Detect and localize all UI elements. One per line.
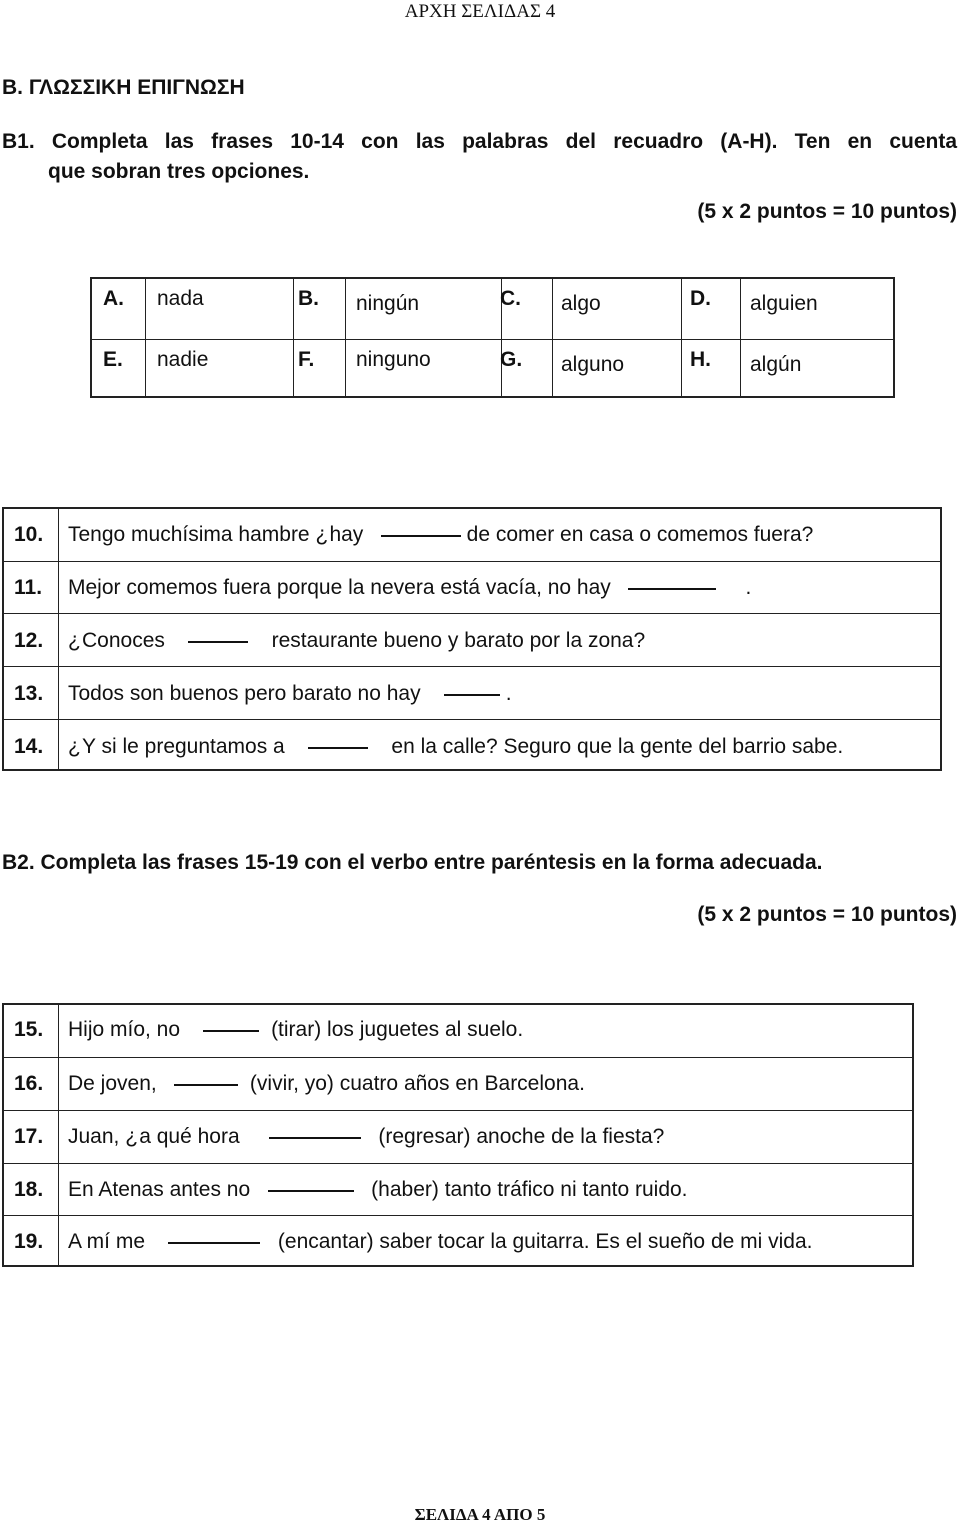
question-mark: ¿ (315, 523, 329, 546)
answer-blank[interactable] (203, 1029, 259, 1032)
item-text (68, 1178, 688, 1202)
item-text-part: . (745, 576, 752, 599)
word-option-letter: C. (500, 287, 521, 310)
page-footer: ΣΕΛΙΔΑ 4 ΑΠΟ 5 (414, 1505, 546, 1524)
item-text-part: Juan, (68, 1125, 126, 1148)
question-mark: ¿ (68, 735, 81, 758)
table-row (4, 719, 940, 772)
table-row (4, 1057, 912, 1111)
item-number: 13. (14, 682, 44, 705)
item-text-part: De joven, (68, 1072, 157, 1095)
item-text (68, 735, 843, 759)
word-option-letter: D. (690, 287, 711, 310)
word-option: alguno (561, 353, 625, 376)
item-number: 10. (14, 523, 44, 546)
page-header: ΑΡΧΗ ΣΕΛΙΔΑΣ 4 (404, 1, 556, 22)
answer-blank[interactable] (444, 693, 500, 696)
table-row (4, 509, 940, 561)
word-option-letter: B. (298, 287, 319, 310)
item-text (68, 523, 813, 547)
word-option: nada (157, 287, 204, 310)
item-number: 15. (14, 1018, 44, 1041)
answer-blank[interactable] (188, 640, 248, 643)
table-row (4, 1110, 912, 1164)
item-text (68, 1018, 523, 1042)
item-text (68, 1230, 813, 1254)
word-option-letter: G. (500, 348, 523, 371)
section-title: B. ΓΛΩΣΣΙΚΗ ΕΠΙΓΝΩΣΗ (2, 76, 245, 99)
item-text-part: en la calle? Seguro que la gente del barrio sabe. (391, 735, 844, 758)
item-text (68, 1072, 585, 1096)
word-box (90, 277, 895, 398)
word-box-col-line (145, 279, 146, 396)
item-text-part: En Atenas antes no (68, 1178, 251, 1201)
table-row (4, 1215, 912, 1268)
table-row (4, 561, 940, 614)
table-row (4, 613, 940, 667)
item-text-part: Hijo mío, no (68, 1018, 181, 1041)
word-option: algún (750, 353, 802, 376)
word-box-col-line (345, 279, 346, 396)
b1-instruction-line2: que sobran tres opciones. (48, 160, 310, 183)
item-text-part: (vivir, yo) cuatro años en Barcelona. (249, 1072, 585, 1095)
b1-instruction-line1: B1. Completa las frases 10-14 con las palabras del recuadro (A-H). Ten en cuenta (2, 130, 957, 153)
item-text-part: a qué hora (139, 1125, 240, 1148)
answer-blank[interactable] (381, 534, 461, 537)
answer-blank[interactable] (174, 1083, 238, 1086)
word-option: algo (561, 292, 601, 315)
item-text-part: A mí me (68, 1230, 146, 1253)
item-text-part: hay (329, 523, 364, 546)
item-text-part: (regresar) anoche de la fiesta? (378, 1125, 665, 1148)
item-text-part: Todos son buenos pero barato no hay (68, 682, 421, 705)
table-row (4, 666, 940, 720)
item-text-part: Y si le preguntamos a (82, 735, 285, 758)
word-box-col-line (293, 279, 294, 396)
word-box-col-line (681, 279, 682, 396)
item-number: 14. (14, 735, 44, 758)
item-text-part: de comer en casa o comemos fuera? (460, 523, 814, 546)
word-option: alguien (750, 292, 818, 315)
item-text-part: Mejor comemos fuera porque la nevera está vacía, no hay (68, 576, 611, 599)
item-text-part: (tirar) los juguetes al suelo. (271, 1018, 524, 1041)
table-row (4, 1005, 912, 1057)
word-option-letter: H. (690, 348, 711, 371)
word-box-col-line (552, 279, 553, 396)
word-option-letter: F. (298, 348, 315, 371)
item-text-part: (encantar) saber tocar la guitarra. Es el sueño de mi vida. (277, 1230, 813, 1253)
table-row (4, 1163, 912, 1216)
answer-blank[interactable] (168, 1241, 260, 1244)
b1-points: (5 x 2 puntos = 10 puntos) (697, 200, 957, 223)
item-text (68, 629, 645, 653)
item-number: 16. (14, 1072, 44, 1095)
item-text-part: Conoces (82, 629, 165, 652)
item-number: 11. (14, 576, 43, 599)
question-mark: ¿ (125, 1125, 139, 1148)
item-text-part: Tengo muchísima hambre (68, 523, 316, 546)
item-text (68, 682, 512, 706)
b2-points: (5 x 2 puntos = 10 puntos) (697, 903, 957, 926)
b1-exercise-table (2, 507, 942, 771)
word-option: ninguno (356, 348, 431, 371)
b2-instruction: B2. Completa las frases 15-19 con el verbo entre paréntesis en la forma adecuada. (2, 851, 823, 874)
item-text (68, 576, 751, 600)
answer-blank[interactable] (268, 1189, 354, 1192)
item-number: 18. (14, 1178, 44, 1201)
item-text-part: . (505, 682, 512, 705)
b2-exercise-table (2, 1003, 914, 1267)
word-box-col-line (740, 279, 741, 396)
word-option: ningún (356, 292, 420, 315)
answer-blank[interactable] (269, 1136, 361, 1139)
word-option: nadie (157, 348, 209, 371)
item-text (68, 1125, 664, 1149)
word-box-divider (92, 339, 893, 340)
item-text-part: (haber) tanto tráfico ni tanto ruido. (371, 1178, 688, 1201)
item-text-part: restaurante bueno y barato por la zona? (271, 629, 646, 652)
word-option-letter: E. (103, 348, 123, 371)
word-option-letter: A. (103, 287, 124, 310)
item-number: 12. (14, 629, 44, 652)
answer-blank[interactable] (628, 587, 716, 590)
item-number: 17. (14, 1125, 44, 1148)
answer-blank[interactable] (308, 746, 368, 749)
item-number: 19. (14, 1230, 44, 1253)
question-mark: ¿ (68, 629, 81, 652)
